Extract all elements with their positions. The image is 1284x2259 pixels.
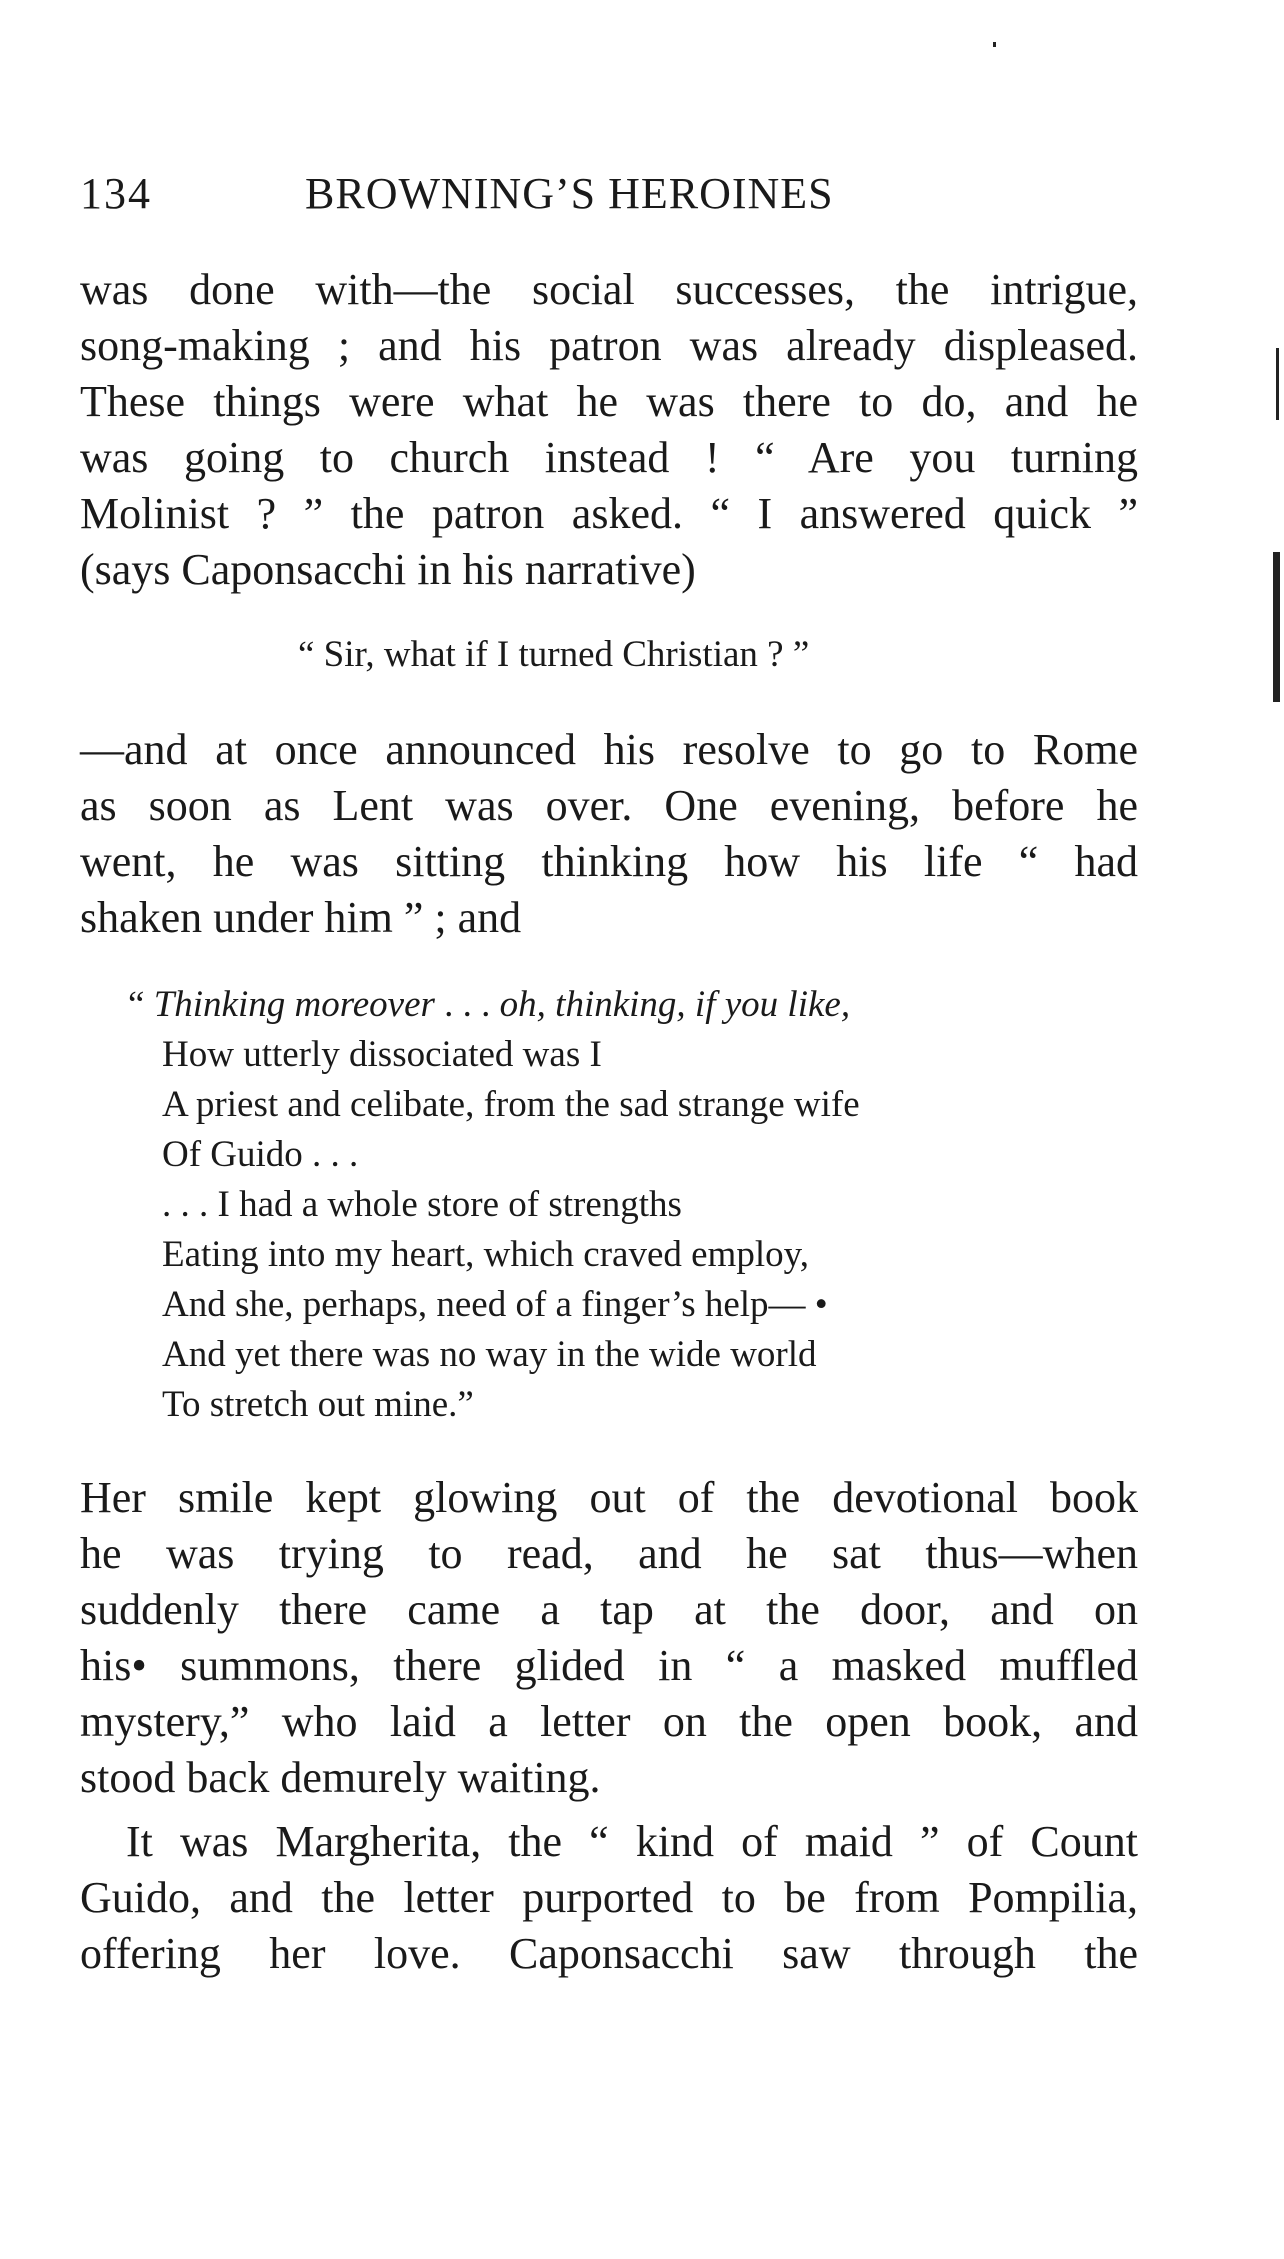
verse-line: To stretch out mine.” bbox=[162, 1384, 474, 1425]
text-line: offering her love. Caponsacchi saw through the bbox=[80, 1929, 1138, 1978]
italic-text: Thinking moreover bbox=[153, 984, 435, 1025]
quoted-line: “ Sir, what if I turned Christian ? ” bbox=[298, 634, 810, 675]
verse-line: Eating into my heart, which craved employ, bbox=[162, 1234, 809, 1275]
verse-line: Of Guido . . . bbox=[162, 1134, 359, 1175]
text-line: his• summons, there glided in “ a masked muffled bbox=[80, 1641, 1138, 1690]
text-line: was done with—the social successes, the intrigue, bbox=[80, 265, 1138, 314]
verse-line: How utterly dissociated was I bbox=[162, 1034, 602, 1075]
verse-line: And yet there was no way in the wide world bbox=[162, 1334, 817, 1375]
open-quote: “ bbox=[128, 984, 154, 1025]
text-line: Guido, and the letter purported to be from Pompilia, bbox=[80, 1873, 1138, 1922]
text-line: (says Caponsacchi in his narrative) bbox=[80, 545, 696, 594]
verse-line: A priest and celibate, from the sad strange wife bbox=[162, 1084, 860, 1125]
verse-line bbox=[128, 980, 850, 1030]
page-number: 134 bbox=[80, 169, 152, 218]
text-line: went, he was sitting thinking how his life “ had bbox=[80, 837, 1138, 886]
text-line: Her smile kept glowing out of the devotional book bbox=[80, 1473, 1138, 1522]
ellipsis: . . . bbox=[434, 984, 500, 1025]
text-line: as soon as Lent was over. One evening, before he bbox=[80, 781, 1138, 830]
text-line: —and at once announced his resolve to go to Rome bbox=[80, 725, 1138, 774]
text-line: stood back demurely waiting. bbox=[80, 1753, 601, 1802]
text-line: It was Margherita, the “ kind of maid ” of Count bbox=[126, 1817, 1138, 1866]
text-line: was going to church instead ! “ Are you turning bbox=[80, 433, 1138, 482]
text-line: Molinist ? ” the patron asked. “ I answered quick ” bbox=[80, 489, 1138, 538]
running-title: BROWNING’S HEROINES bbox=[305, 169, 834, 218]
scan-speck bbox=[993, 42, 996, 47]
text-line: mystery,” who laid a letter on the open book, and bbox=[80, 1697, 1138, 1746]
text-line: he was trying to read, and he sat thus—when bbox=[80, 1529, 1138, 1578]
running-head bbox=[80, 168, 1140, 228]
text-line: song-making ; and his patron was already displeased. bbox=[80, 321, 1138, 370]
text-line: shaken under him ” ; and bbox=[80, 893, 522, 942]
scan-edge-mark bbox=[1273, 552, 1280, 702]
italic-text: oh, thinking, if you like, bbox=[499, 984, 851, 1025]
verse-line: And she, perhaps, need of a finger’s help— • bbox=[162, 1284, 828, 1325]
text-line: suddenly there came a tap at the door, and on bbox=[80, 1585, 1138, 1634]
verse-line: . . . I had a whole store of strengths bbox=[162, 1184, 682, 1225]
text-line: These things were what he was there to do, and he bbox=[80, 377, 1138, 426]
scan-edge-mark bbox=[1276, 348, 1279, 420]
